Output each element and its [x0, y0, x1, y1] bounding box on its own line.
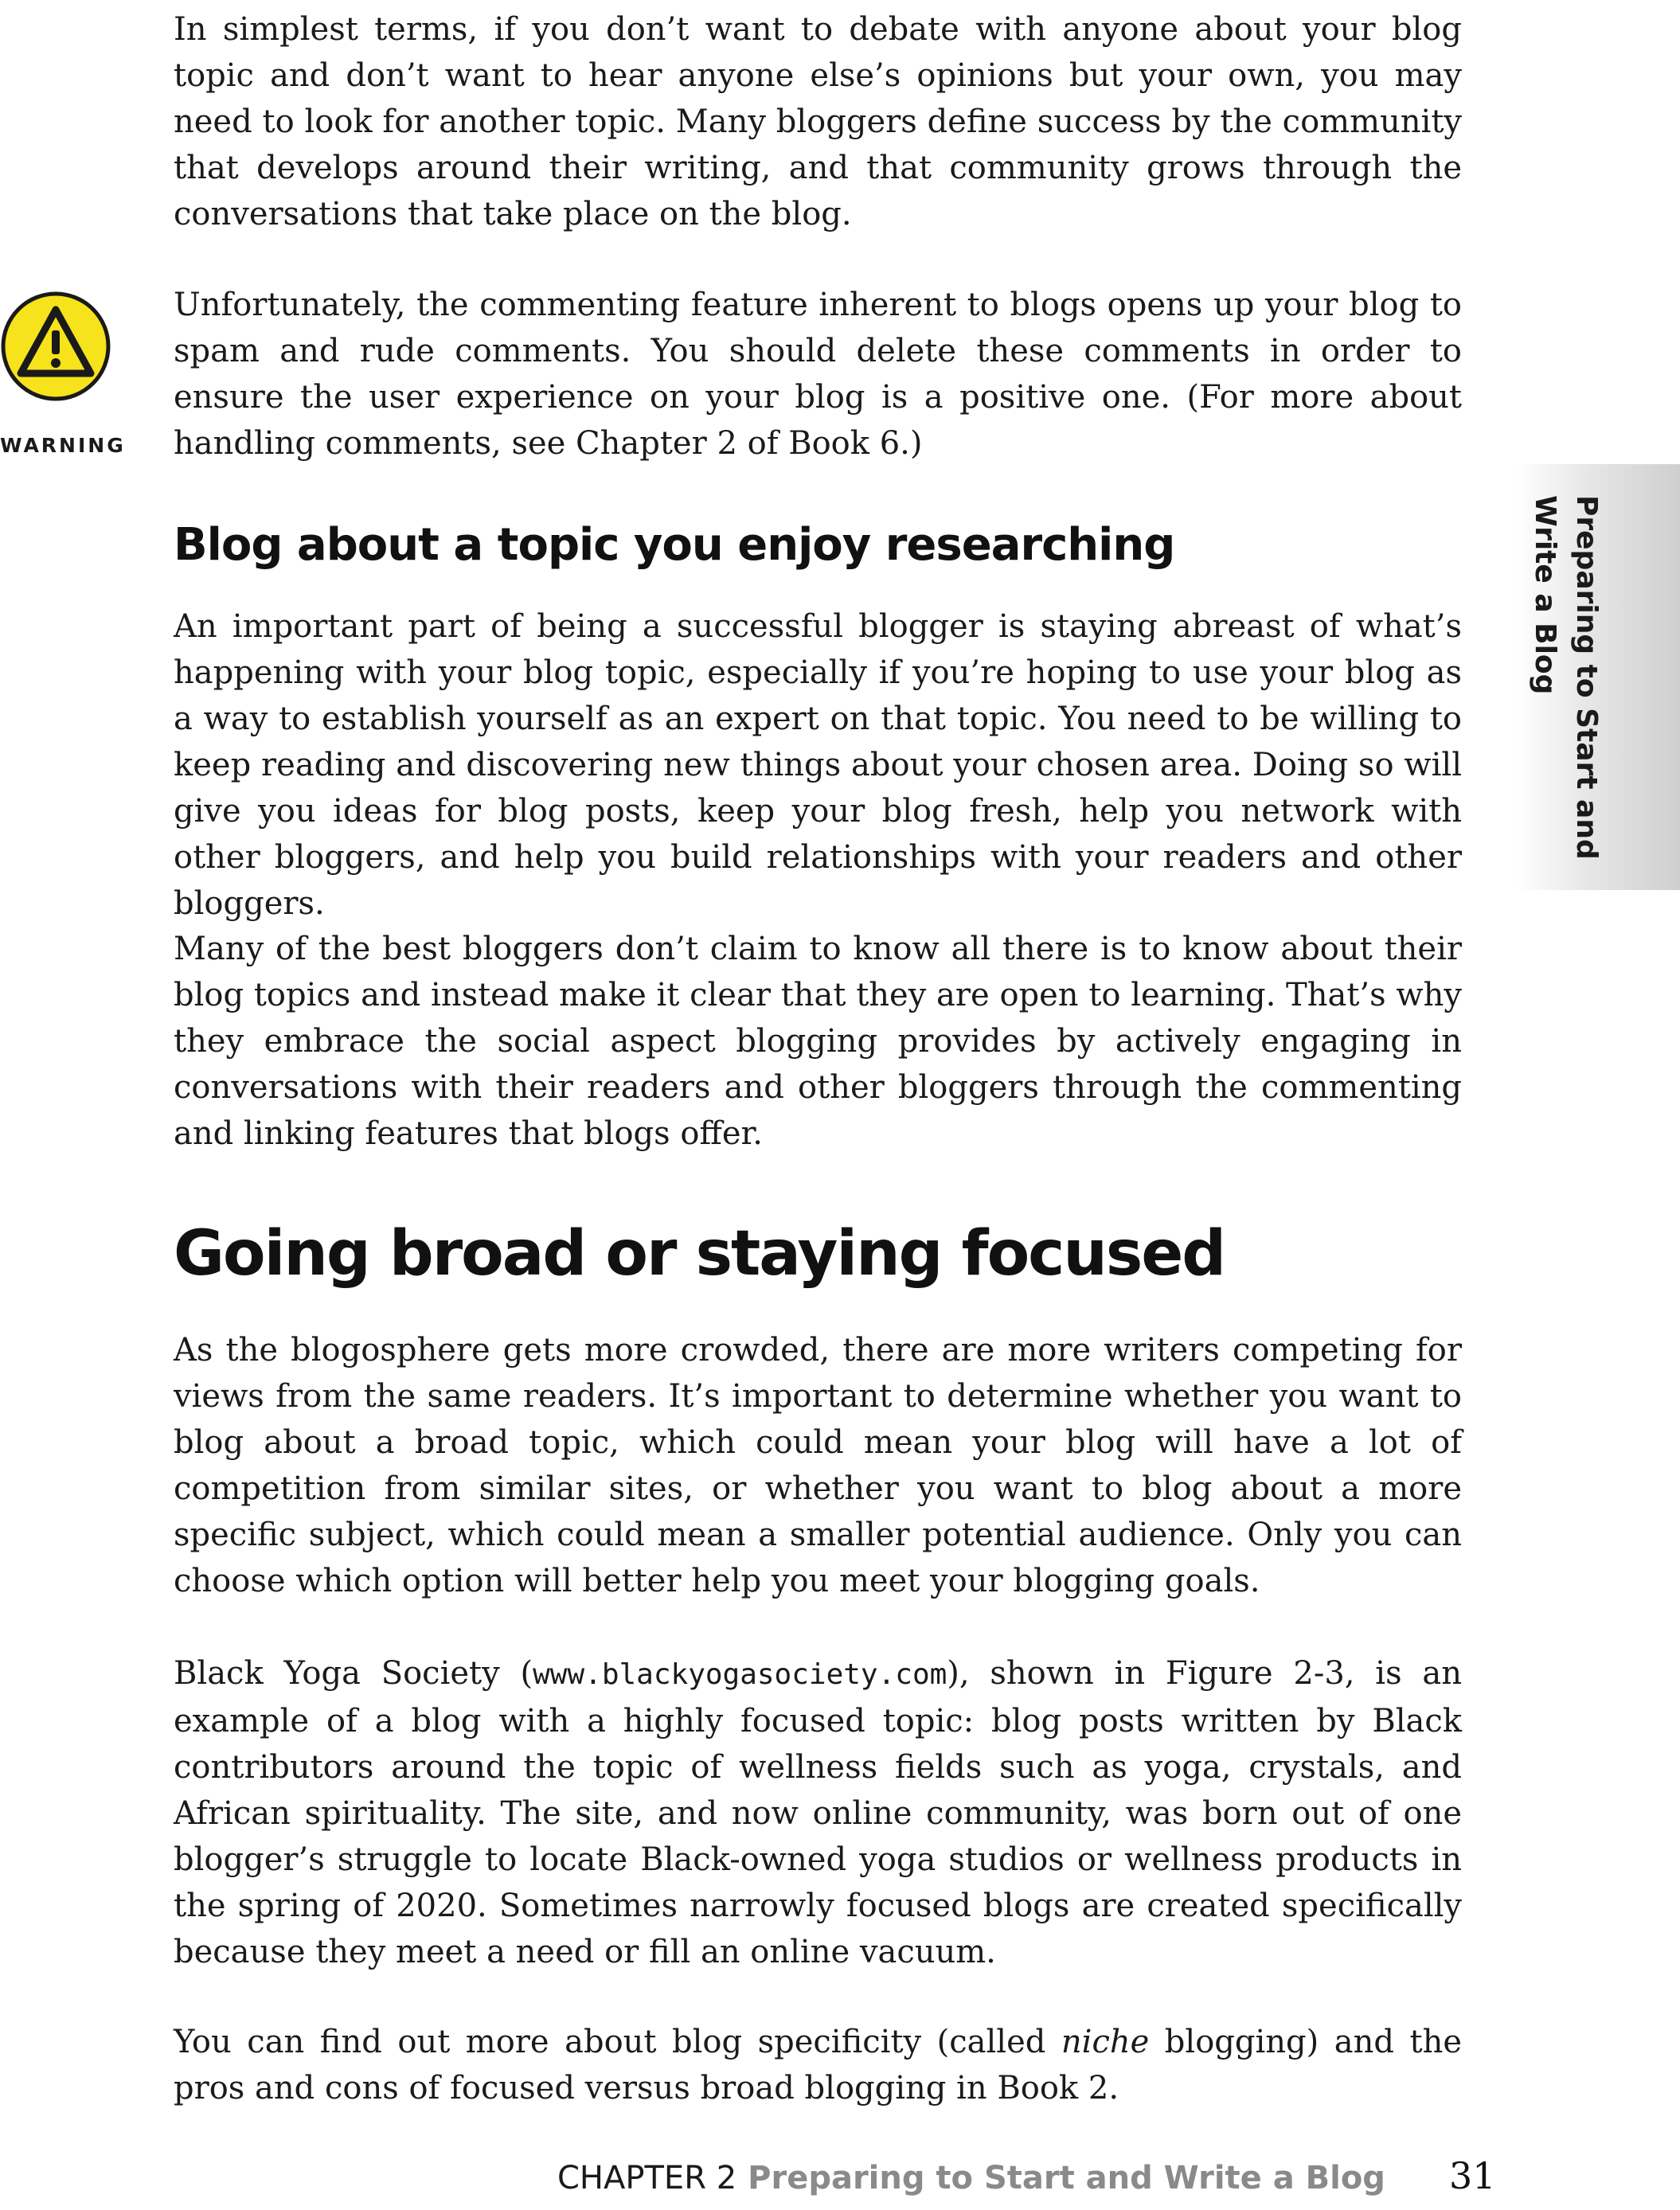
paragraph-research: An important part of being a successful blogger is staying abreast of what’s happening with your blog topic, especially if you’re hoping to use your blog as a way to establish yourself as an expert on that topic. You need to be willing to keep reading and discovering new things about your chosen area. Doing so will give you ideas for blog posts, keep your blog fresh, help you network with other bloggers, and help you build relationships with your readers and other bloggers.	[174, 608, 1462, 922]
warning-label: WARNING	[0, 434, 126, 457]
chapter-side-tab-label: Preparing to Start and Write a Blog	[1529, 495, 1603, 860]
page-number: 31	[1448, 2154, 1496, 2197]
footer-chapter-title: Preparing to Start and Write a Blog	[748, 2160, 1385, 2196]
heading-broad-focused: Going broad or staying focused	[174, 1218, 1225, 1290]
blog-url-link: www.blackyogasociety.com	[533, 1658, 947, 1691]
paragraph-warning: Unfortunately, the commenting feature inherent to blogs opens up your blog to spam and rude comments. You should delete these comments in order to ensure the user experience on your blog is a positive one. (For more about handling comments, see Chapter 2 of Book 6.)	[174, 287, 1462, 462]
heading-research: Blog about a topic you enjoy researching	[174, 519, 1175, 571]
footer-chapter: CHAPTER 2	[557, 2160, 737, 2196]
page-footer	[557, 2154, 1496, 2197]
paragraph-niche	[174, 2019, 1462, 2111]
paragraph-debate: In simplest terms, if you don’t want to debate with anyone about your blog topic and don’t want to hear anyone else’s opinions but your own, you may need to look for another topic. Many bloggers define success by the community that develops around their writing, and that community grows through the conversations that take place on the blog.	[174, 11, 1462, 232]
paragraph-blogosphere: As the blogosphere gets more crowded, there are more writers competing for views from the same readers. It’s important to determine whether you want to blog about a broad topic, which could mean your blog will have a lot of competition from similar sites, or whether you want to blog about a more specific subject, which could mean a smaller potential audience. Only you can choose which option will better help you meet your blogging goals.	[174, 1332, 1462, 1599]
emphasis-niche: niche	[1061, 2024, 1150, 2060]
warning-icon	[0, 291, 111, 402]
paragraph-text: blogging) and the pros and cons of focused versus broad blogging in Book 2.	[174, 2024, 1462, 2107]
paragraph-learning: Many of the best bloggers don’t claim to know all there is to know about their blog topics and instead make it clear that they are open to learning. That’s why they embrace the social aspect blogging provides by actively engaging in conversations with their readers and other bloggers through the commenting and linking features that blogs offer.	[174, 931, 1462, 1152]
paragraph-text: You can find out more about blog specificity (called	[174, 2024, 1061, 2060]
paragraph-text: ), shown in Figure 2-3, is an example of a blog with a highly focused topic: blog posts written by Black contributors around the topic of wellness fields such as yoga, crystals, and African spirituality. The site, and now online community, was born out of one blogger’s struggle to locate Black-owned yoga studios or wellness products in the spring of 2020. Sometimes narrowly focused blogs are created specifically because they meet a need or fill an online vacuum.	[174, 1655, 1462, 1970]
paragraph-text: Black Yoga Society (	[174, 1655, 533, 1692]
paragraph-black-yoga-society	[174, 1650, 1462, 1975]
